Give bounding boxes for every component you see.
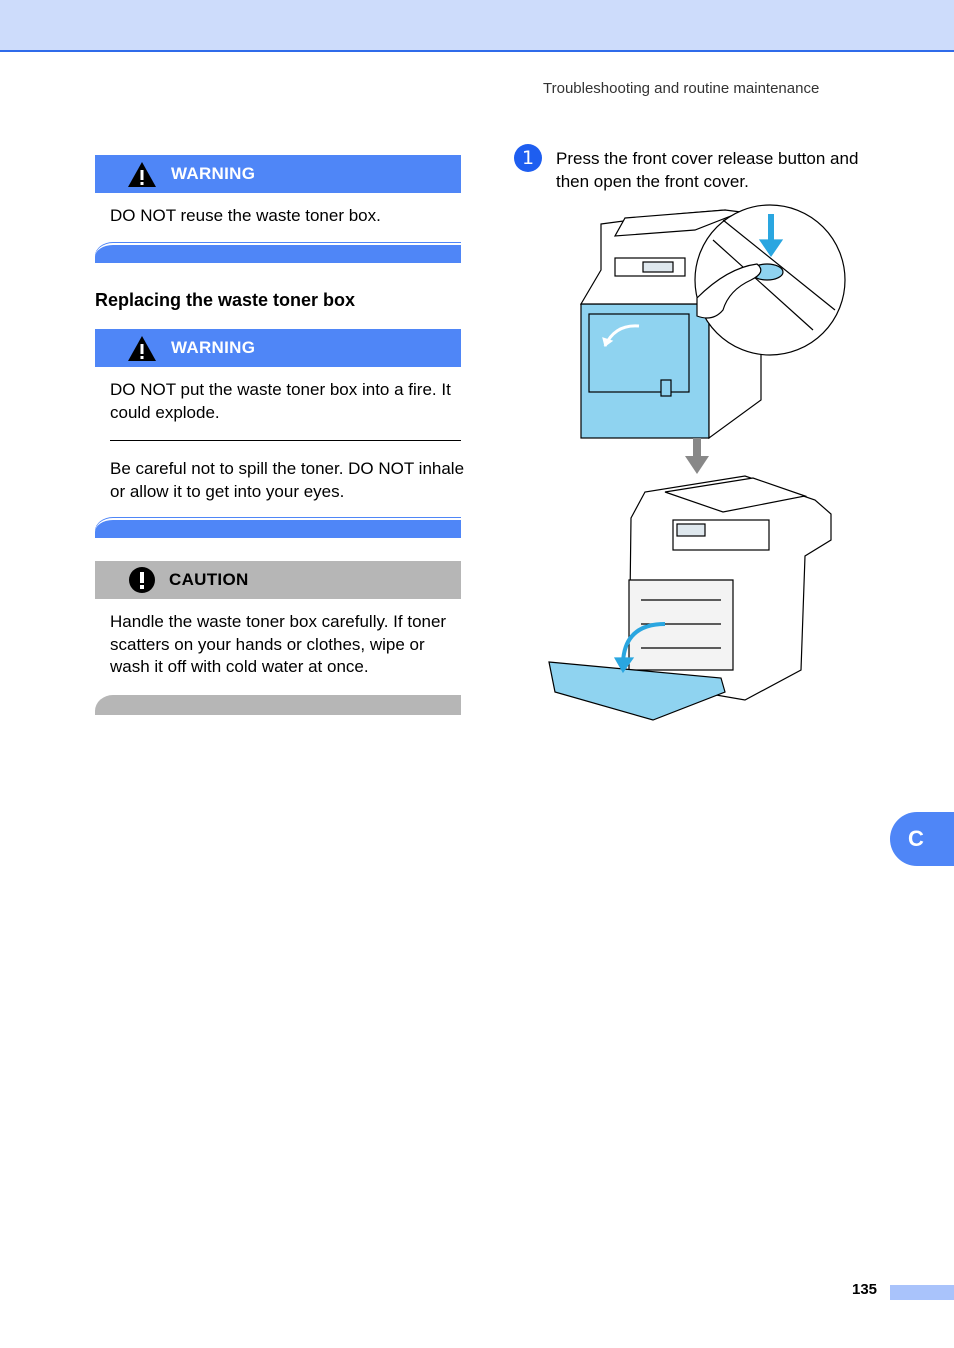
chapter-tab: C [890, 812, 954, 866]
warning-label: WARNING [171, 338, 256, 357]
warning-footer [95, 518, 461, 538]
warning-text: DO NOT put the waste toner box into a fire. It could explode. [110, 380, 451, 422]
header-band [0, 0, 954, 52]
warning-header [95, 329, 461, 367]
magnified-inset [695, 205, 845, 355]
page-number-bar [890, 1285, 954, 1300]
running-title: Troubleshooting and routine maintenance [543, 80, 820, 97]
caution-text: Handle the waste toner box carefully. If toner scatters on your hands or clothes, wipe or wash it off with cold water at once. [110, 612, 447, 676]
page-number: 135 [852, 1281, 878, 1298]
step-number: 1 [514, 144, 542, 172]
caution-footer [95, 695, 461, 715]
step-text: Press the front cover release button and then open the front cover. [556, 149, 859, 191]
divider [110, 440, 461, 441]
printer-open-drawing [549, 476, 831, 720]
caution-label: CAUTION [169, 570, 249, 589]
warning-header [95, 155, 461, 193]
caution-exclamation-icon [127, 566, 157, 594]
caution-header [95, 561, 461, 599]
warning-footer [95, 243, 461, 263]
down-arrow-icon [685, 438, 709, 474]
warning-triangle-icon [127, 160, 157, 188]
warning-triangle-icon [127, 334, 157, 362]
printer-illustration [545, 200, 850, 725]
warning-text: Be careful not to spill the toner. DO NOT inhale or allow it to get into your eyes. [110, 459, 465, 501]
warning-text: DO NOT reuse the waste toner box. [110, 206, 381, 225]
section-title: Replacing the waste toner box [95, 290, 356, 310]
warning-label: WARNING [171, 164, 256, 183]
